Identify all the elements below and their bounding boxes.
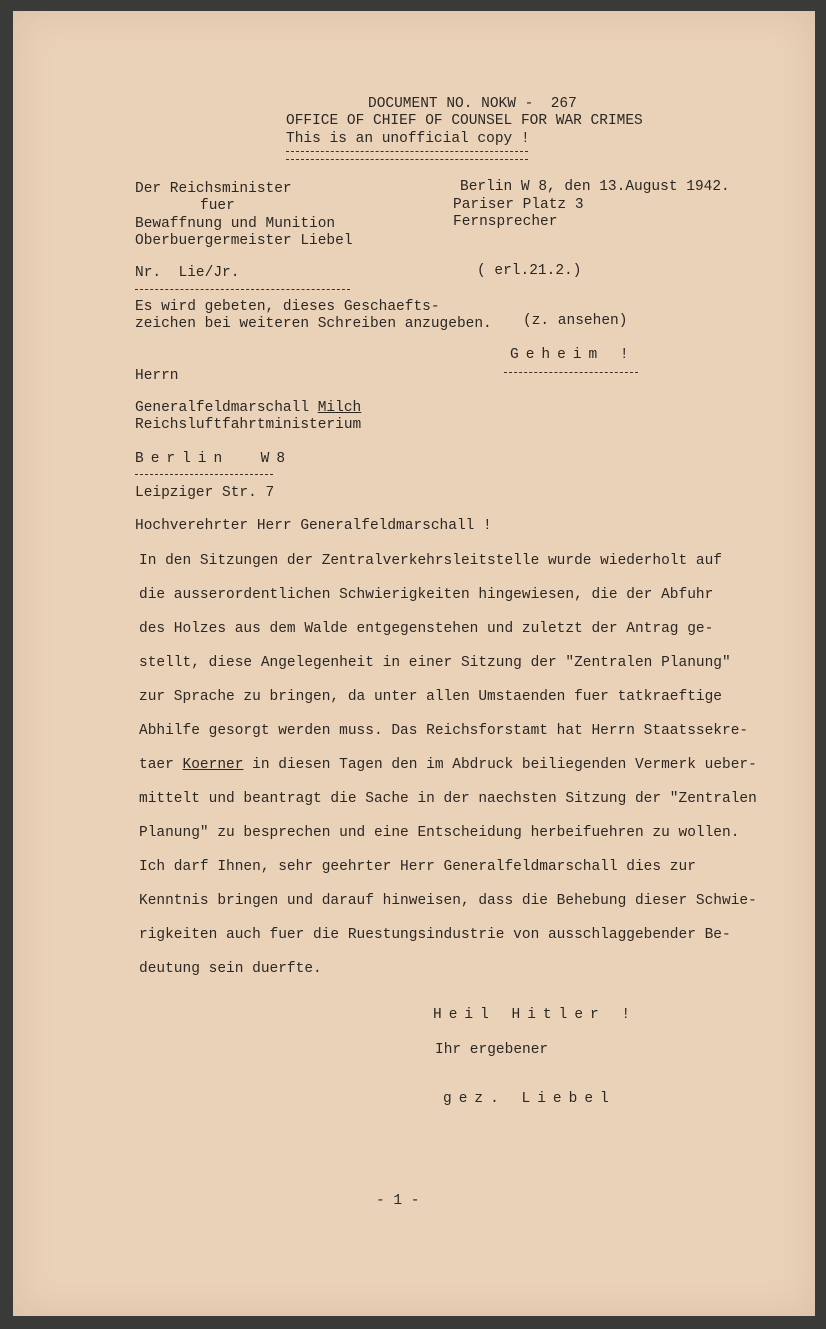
header-rule-2 [286,159,528,160]
sender-line-3: Bewaffnung und Munition [135,216,336,232]
ansehen-note: (z. ansehen) [523,313,628,329]
body-line-6: Abhilfe gesorgt werden muss. Das Reichsforstamt hat Herrn Staatssekre- [139,723,749,739]
recipient-street: Leipziger Str. 7 [135,485,275,501]
body-line-7-end: in diesen Tagen den im Abdruck beiliegenden Vermerk ueber- [243,757,757,773]
unofficial-copy-note: This is an unofficial copy ! [286,131,530,147]
reference-rule [135,289,350,290]
recipient-title [135,400,361,417]
page-number: - 1 - [376,1193,420,1209]
address-line: Pariser Platz 3 [453,197,584,213]
secret-rule [504,372,638,373]
body-line-1: In den Sitzungen der Zentralverkehrsleitstelle wurde wiederholt auf [139,553,722,569]
secret-marking: Geheim ! [510,347,636,363]
erledigt-note: ( erl.21.2.) [477,263,582,279]
body-line-7 [139,757,757,773]
body-line-4: stellt, diese Angelegenheit in einer Sitzung der "Zentralen Planung" [139,655,731,671]
greeting: Hochverehrter Herr Generalfeldmarschall ! [135,518,492,534]
header-rule-1 [286,151,528,152]
recipient-ministry: Reichsluftfahrtministerium [135,417,362,433]
recipient-title-prefix: Generalfeldmarschall [135,400,318,416]
body-line-13: deutung sein duerfte. [139,961,322,977]
sender-line-2: fuer [200,198,235,214]
reference-note-1: Es wird gebeten, dieses Geschaefts- [135,299,440,315]
recipient-city: Berlin W8 [135,451,293,467]
closing-signature [443,1091,616,1108]
recipient-salutation: Herrn [135,368,179,384]
sender-line-4: Oberbuergermeister Liebel [135,233,353,249]
document-number: DOCUMENT NO. NOKW - 267 [368,96,577,112]
body-line-9: Planung" zu besprechen und eine Entscheidung herbeifuehren zu wollen. [139,825,740,841]
body-line-11: Kenntnis bringen und darauf hinweisen, dass die Behebung dieser Schwie- [139,893,757,909]
body-line-2: die ausserordentlichen Schwierigkeiten hingewiesen, die der Abfuhr [139,587,714,603]
body-line-12: rigkeiten auch fuer die Ruestungsindustrie von ausschlaggebender Be- [139,927,731,943]
place-date: Berlin W 8, den 13.August 1942. [460,179,730,195]
city-rule [135,474,273,475]
body-line-8: mittelt und beantragt die Sache in der naechsten Sitzung der "Zentralen [139,791,757,807]
body-line-3: des Holzes aus dem Walde entgegenstehen und zuletzt der Antrag ge- [139,621,714,637]
body-line-5: zur Sprache zu bringen, da unter allen Umstaenden fuer tatkraeftige [139,689,722,705]
reference-number: Nr. Lie/Jr. [135,265,240,281]
closing-ergebener: Ihr ergebener [435,1042,549,1058]
body-line-10: Ich darf Ihnen, sehr geehrter Herr Generalfeldmarschall dies zur [139,859,696,875]
recipient-name: Milch [317,400,362,416]
sender-line-1: Der Reichsminister [135,181,292,197]
closing-heil: Heil Hitler ! [433,1007,638,1023]
body-line-7-name: Koerner [182,757,244,773]
phone-label: Fernsprecher [453,214,558,230]
document-page [13,11,815,1316]
office-title: OFFICE OF CHIEF OF COUNSEL FOR WAR CRIMES [286,113,643,129]
reference-note-2: zeichen bei weiteren Schreiben anzugeben. [135,316,492,332]
body-line-7-start: taer [139,757,183,773]
signature-text: gez. Liebel [443,1091,616,1107]
